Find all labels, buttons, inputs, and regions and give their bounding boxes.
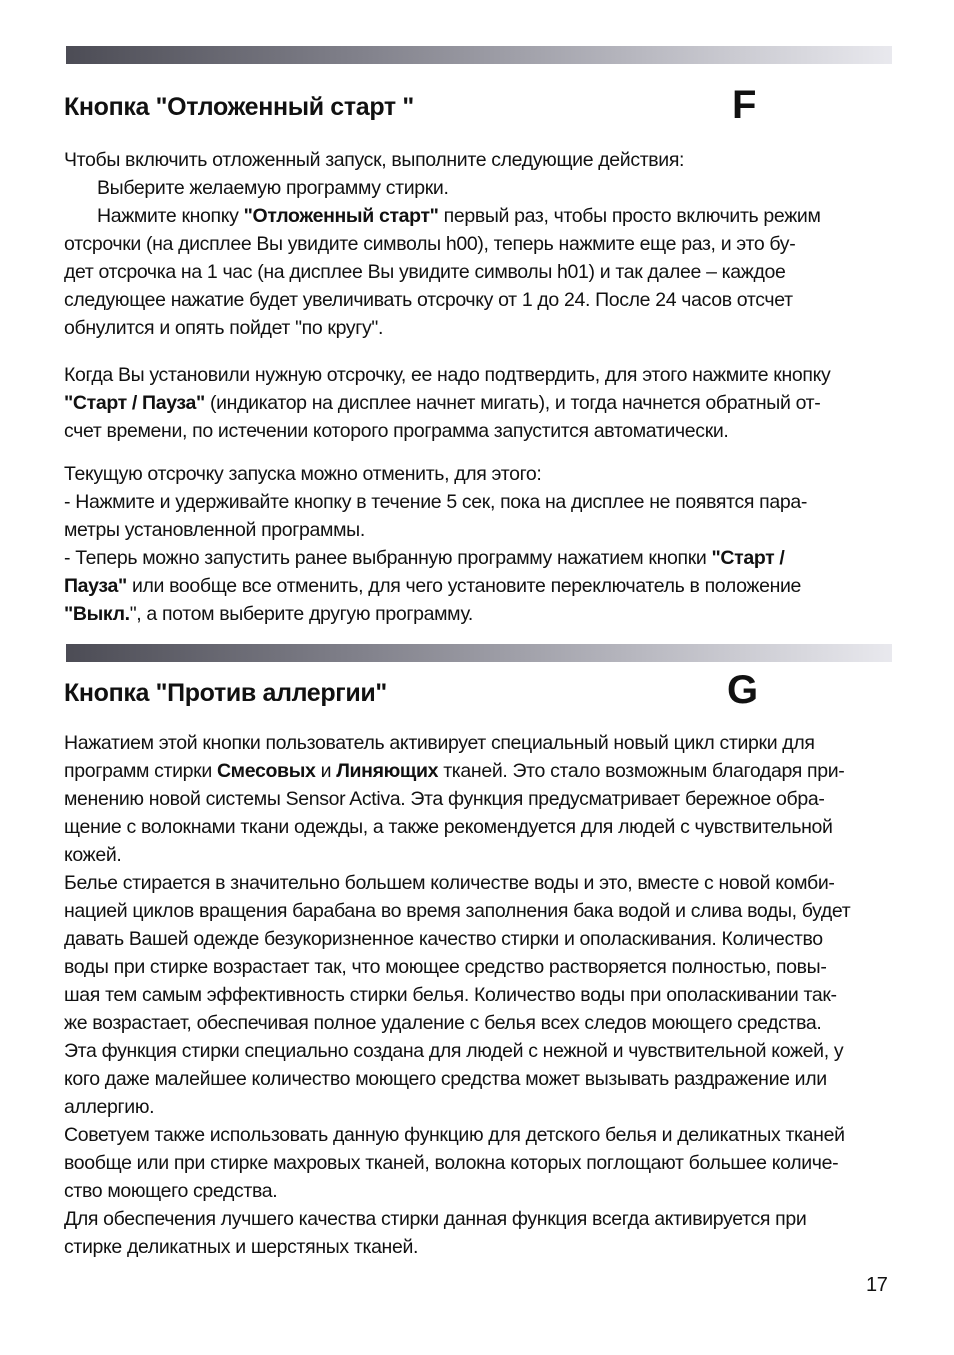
section-f-cancel [64, 460, 894, 628]
text-line: Для обеспечения лучшего качества стирки данная функция всегда активируется при [64, 1208, 807, 1230]
text-line: воды при стирке возрастает так, что моющее средство растворяется полностью, повы- [64, 956, 827, 978]
text-line: аллергию. [64, 1096, 155, 1118]
text-line: Выберите желаемую программу стирки. [97, 177, 449, 199]
text-line: Нажатием этой кнопки пользователь активирует специальный новый цикл стирки для [64, 732, 815, 754]
button-name: "Старт / [711, 547, 785, 569]
fabric-type: Смесовых [216, 760, 316, 782]
section-g-letter: G [727, 668, 758, 712]
section-g-body [64, 729, 894, 1261]
section-f-letter: F [732, 83, 757, 127]
text-line: Пауза" или вообще все отменить, для чего установите переключатель в положение [64, 575, 802, 597]
text-line: метры установленной программы. [64, 519, 365, 541]
text-line: "Старт / Пауза" (индикатор на дисплее начнет мигать), и тогда начнется обратный от- [64, 392, 821, 414]
section-g-title: Кнопка "Против аллергии" [64, 679, 387, 707]
text-line: давать Вашей одежде безукоризненное качество стирки и ополаскивания. Количество [64, 928, 823, 950]
text-line: отсрочки (на дисплее Вы увидите символы h00), теперь нажмите еще раз, и это бу- [64, 233, 796, 255]
text-line: Белье стирается в значительно большем количестве воды и это, вместе с новой комби- [64, 872, 835, 894]
text-line: кого даже малейшее количество моющего средства может вызывать раздражение или [64, 1068, 827, 1090]
text-line: программ стирки Смесовых и Линяющих тканей. Это стало возможным благодаря при- [64, 760, 845, 782]
text-line: - Нажмите и удерживайте кнопку в течение 5 сек, пока на дисплее не появятся пара- [64, 491, 807, 513]
text-line: следующее нажатие будет увеличивать отсрочку от 1 до 24. После 24 часов отсчет [64, 289, 793, 311]
text-line: же возрастает, обеспечивая полное удаление с белья всех следов моющего средства. [64, 1012, 822, 1034]
text-line: менению новой системы Sensor Activa. Эта функция предусматривает бережное обра- [64, 788, 825, 810]
page-number: 17 [866, 1274, 888, 1296]
section-f-title: Кнопка "Отложенный старт " [64, 93, 414, 121]
switch-position: "Выкл. [64, 603, 130, 625]
text-line: обнулится и опять пойдет "по кругу". [64, 317, 384, 339]
text-line: кожей. [64, 844, 122, 866]
text-line: счет времени, по истечении которого программа запустится автоматически. [64, 420, 729, 442]
button-name: Пауза" [64, 575, 127, 597]
text-line: ство моющего средства. [64, 1180, 278, 1202]
text-line: Советуем также использовать данную функцию для детского белья и деликатных тканей [64, 1124, 845, 1146]
text-line: "Выкл.", а потом выберите другую программу. [64, 603, 473, 625]
text-line: шая тем самым эффективность стирки белья. Количество воды при ополаскивании так- [64, 984, 837, 1006]
button-name: "Отложенный старт" [243, 205, 439, 227]
text-line: - Теперь можно запустить ранее выбранную программу нажатием кнопки "Старт / [64, 547, 785, 569]
text-line: нацией циклов вращения барабана во время заполнения бака водой и слива воды, будет [64, 900, 851, 922]
text-line: щение с волокнами ткани одежды, а также рекомендуется для людей с чувствительной [64, 816, 833, 838]
text-line: Текущую отсрочку запуска можно отменить, для этого: [64, 463, 542, 485]
text-line: стирке деликатных и шерстяных тканей. [64, 1236, 419, 1258]
text-line: дет отсрочка на 1 час (на дисплее Вы увидите символы h01) и так далее – каждое [64, 261, 786, 283]
text-line: Нажмите кнопку "Отложенный старт" первый раз, чтобы просто включить режим [97, 205, 821, 227]
text-line: Когда Вы установили нужную отсрочку, ее надо подтвердить, для этого нажмите кнопку [64, 364, 831, 386]
section-f-confirm [64, 361, 894, 445]
button-name: "Старт / Пауза" [64, 392, 205, 414]
section-divider-bar [66, 46, 892, 64]
section-f-instructions [64, 146, 894, 342]
text-line: Чтобы включить отложенный запуск, выполните следующие действия: [64, 149, 685, 171]
fabric-type: Линяющих [336, 760, 439, 782]
section-divider-bar [66, 644, 892, 662]
text-line: вообще или при стирке махровых тканей, волокна которых поглощают большее количе- [64, 1152, 839, 1174]
text-line: Эта функция стирки специально создана для людей с нежной и чувствительной кожей, у [64, 1040, 844, 1062]
